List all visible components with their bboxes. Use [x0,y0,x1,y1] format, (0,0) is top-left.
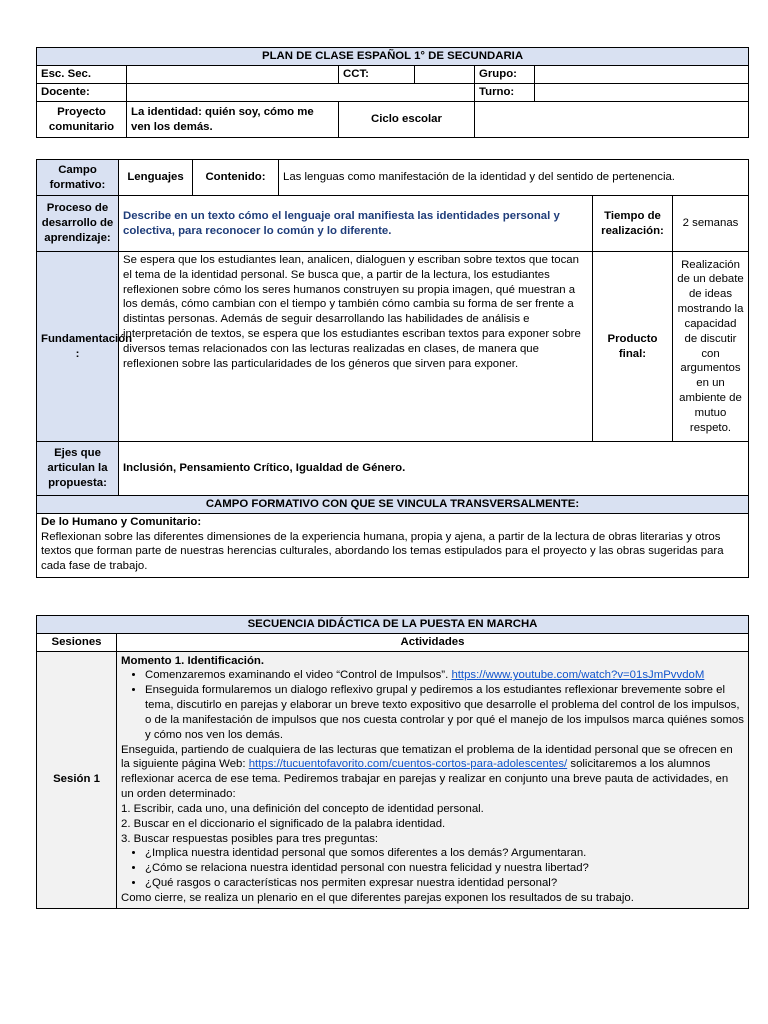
transversal-title: De lo Humano y Comunitario: [41,515,202,528]
esc-value[interactable] [127,66,339,84]
step-3: 3. Buscar respuestas posibles para tres preguntas: [121,832,379,845]
step-2: 2. Buscar en el diccionario el significado de la palabra identidad. [121,817,446,830]
step-1: 1. Escribir, cada uno, una definición del concepto de identidad personal. [121,802,484,815]
grupo-value[interactable] [535,66,749,84]
intro-bullets [121,668,744,742]
momento-title: Momento 1. Identificación. [121,654,265,667]
secuencia-title: SECUENCIA DIDÁCTICA DE LA PUESTA EN MARCHA [37,616,749,634]
contenido-label: Contenido: [193,160,279,196]
tiempo-value: 2 semanas [673,196,749,252]
producto-label: Producto final: [593,252,673,442]
list-item: • ¿Qué rasgos o características nos permiten expresar nuestra identidad personal? [145,876,744,891]
col-actividades: Actividades [117,633,749,651]
ejes-label: Ejes que articulan la propuesta: [37,442,119,496]
proyecto-label: Proyecto comunitario [37,102,127,138]
esc-label: Esc. Sec. [37,66,127,84]
list-item: • ¿Implica nuestra identidad personal que somos diferentes a los demás? Argumentaran. [145,846,744,861]
proyecto-value: La identidad: quién soy, cómo me ven los demás. [127,102,339,138]
list-item [145,668,744,683]
campo-table [36,159,749,578]
col-sesiones: Sesiones [37,633,117,651]
grupo-label: Grupo: [475,66,535,84]
session-label: Sesión 1 [37,651,117,908]
plan-title: PLAN DE CLASE ESPAÑOL 1° DE SECUNDARIA [37,48,749,66]
reading-paragraph [121,743,744,802]
youtube-link[interactable]: https://www.youtube.com/watch?v=01sJmPvvdoM [451,669,705,682]
questions-list [121,846,744,890]
turno-value[interactable] [535,84,749,102]
docente-label: Docente: [37,84,127,102]
transversal-text: Reflexionan sobre las diferentes dimensiones de la experiencia humana, propia y ajena, a partir de la lectura de obras literarias y otros textos que forman parte de nuestras herencias culturales, abordando los temas estipulados para el proyecto y las obras sugeridas para cada fase de trabajo. [41,530,724,573]
para1-after: solicitaremos a los alumnos reflexionar acerca de ese tema. Pediremos trabajar en parejas y realizar en conjunto una breve pauta de actividades, en un orden determinado: [121,758,729,801]
tiempo-label: Tiempo de realización: [593,196,673,252]
ciclo-value[interactable] [475,102,749,138]
ejes-value: Inclusión, Pensamiento Crítico, Igualdad de Género. [119,442,749,496]
proceso-value: Describe en un texto cómo el lenguaje oral manifiesta las identidades personal y colectiva, para reconocer lo común y lo diferente. [119,196,593,252]
campo-value: Lenguajes [119,160,193,196]
fundamentacion-label: Fundamentación : [37,252,119,442]
docente-value[interactable] [127,84,475,102]
cuentos-link[interactable]: https://tucuentofavorito.com/cuentos-cortos-para-adolescentes/ [248,758,568,771]
list-item: • ¿Cómo se relaciona nuestra identidad personal con nuestra felicidad y nuestra libertad? [145,861,744,876]
secuencia-table [36,615,749,909]
plan-header-table [36,47,749,138]
cct-value[interactable] [415,66,475,84]
transversal-header: CAMPO FORMATIVO CON QUE SE VINCULA TRANSVERSALMENTE: [37,496,749,514]
activities-cell [117,651,749,908]
fundamentacion-value: Se espera que los estudiantes lean, analicen, dialoguen y escriban sobre textos que tocan el tema de la identidad personal. Se busca que, a partir de la lectura, los estudiantes reflexionen sobre cómo los seres humanos construyen su propia imagen, qué muestran a los demás, cómo cambian con el tiempo y también cómo cambia su forma de ser frente a distintas personas. Además de seguir desarrollando las habilidades de análisis e interpretación de textos, se espera que los estudiantes escriban textos para exponer sobre diversos temas relacionados con las lecturas realizadas en clases, de manera que reflexionen sobre las particularidades de los géneros que sirven para exponer. [119,252,593,442]
para1-before: Enseguida, partiendo de cualquiera de las lecturas que tematizan el problema de la identidad personal que se ofrecen en la siguiente página Web: [121,743,733,771]
closing-text: Como cierre, se realiza un plenario en el que diferentes parejas exponen los resultados de su trabajo. [121,891,634,904]
proceso-label: Proceso de desarrollo de aprendizaje: [37,196,119,252]
producto-value: Realización de un debate de ideas mostrando la capacidad de discutir con argumentos en un ambiente de mutuo respeto. [673,252,749,442]
contenido-value: Las lenguas como manifestación de la identidad y del sentido de pertenencia. [279,160,749,196]
bullet1-text: Comenzaremos examinando el video “Control de Impulsos”. [145,669,452,682]
transversal-cell [37,513,749,577]
list-item: • Enseguida formularemos un dialogo reflexivo grupal y pediremos a los estudiantes reflexionar brevemente sobre el tema, discutirlo en parejas y elaborar un breve texto expositivo que desarrolle el problema del control de los impulsos, o de la manifestación de impulsos que nos cuesta controlar y por qué el manejo de los impulsos marca quiénes somos y cómo nos ven los demás. [145,683,744,742]
campo-label: Campo formativo: [37,160,119,196]
cct-label: CCT: [339,66,415,84]
ciclo-label: Ciclo escolar [339,102,475,138]
turno-label: Turno: [475,84,535,102]
